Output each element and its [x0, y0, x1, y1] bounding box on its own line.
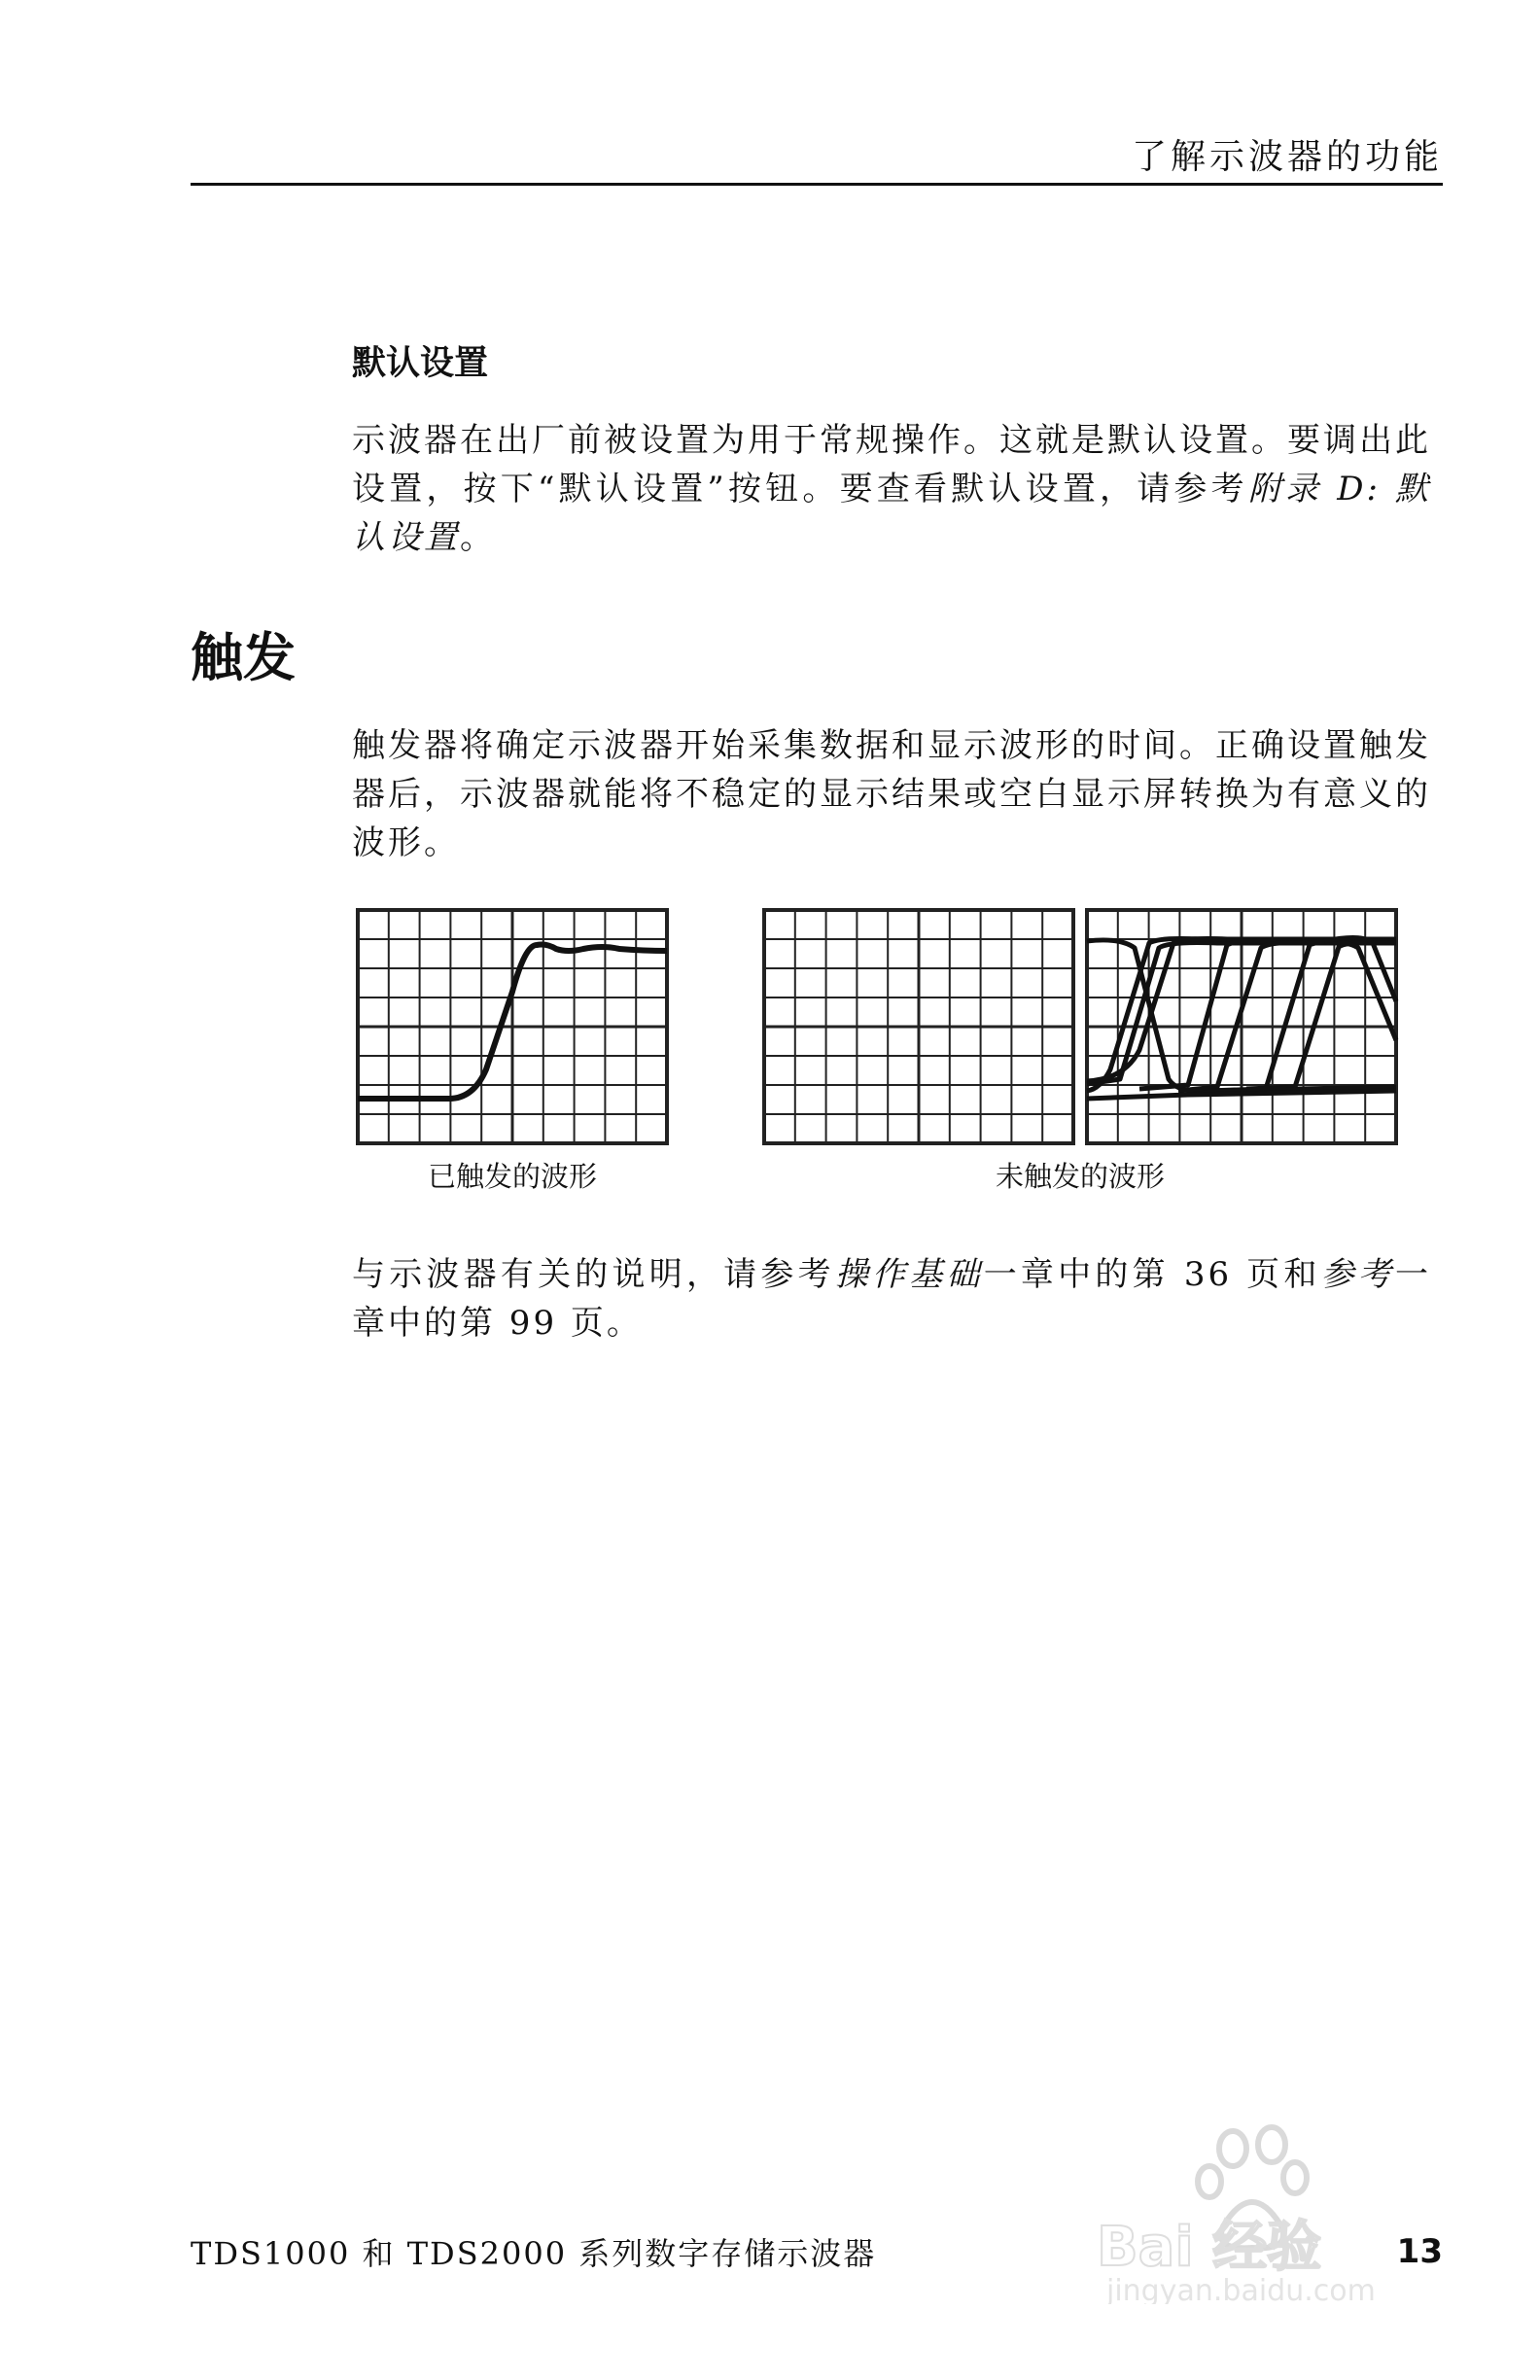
page-header-title: 了解示波器的功能 [1131, 137, 1443, 177]
watermark-brand-text: Bai 经验 [1097, 2216, 1322, 2279]
reference-paragraph [352, 1250, 1431, 1348]
footer-product-name: TDS1000 和 TDS2000 系列数字存储示波器 [191, 2235, 877, 2272]
triggered-scope-display [352, 904, 673, 1149]
operating-basics-reference[interactable]: 操作基础 [834, 1255, 984, 1294]
section-heading-trigger: 触发 [191, 627, 296, 688]
reference-text-3: 一章中的第 99 页。 [352, 1255, 1431, 1343]
reference-text-2: 一章中的第 36 页和 [983, 1255, 1321, 1294]
reference-chapter-link[interactable]: 参考 [1320, 1255, 1395, 1294]
untriggered-blank-figure [758, 904, 1079, 1149]
watermark-url-text: jingyan.baidu.com [1106, 2274, 1376, 2304]
baidu-paw-logo [1087, 2119, 1437, 2304]
default-setup-paragraph [352, 416, 1431, 562]
untriggered-scope-display [1081, 904, 1402, 1149]
untriggered-blank-scope [758, 904, 1079, 1149]
default-setup-text: 示波器在出厂前被设置为用于常规操作。这就是默认设置。要调出此设置，按下“默认设置”按钮。要查看默认设置，请参考 [352, 421, 1431, 508]
scope-grid [358, 910, 667, 1143]
triggered-waveform-caption: 已触发的波形 [427, 1160, 597, 1193]
page-number: 13 [1396, 2232, 1443, 2271]
untriggered-waveform-figure [1081, 904, 1402, 1149]
trigger-paragraph: 触发器将确定示波器开始采集数据和显示波形的时间。正确设置触发器后，示波器就能将不稳定的显示结果或空白显示屏转换为有意义的波形。 [352, 726, 1431, 862]
section-heading-default-setup: 默认设置 [352, 344, 489, 383]
header-rule [191, 183, 1443, 186]
default-setup-text-end: 。 [460, 518, 496, 557]
untriggered-waveform-caption: 未触发的波形 [995, 1160, 1165, 1193]
triggered-waveform-figure [352, 904, 673, 1149]
appendix-d-reference[interactable]: 附录 D: 默认设置 [352, 470, 1431, 557]
baidu-jingyan-watermark [1087, 2119, 1437, 2304]
reference-text-1: 与示波器有关的说明，请参考 [352, 1255, 835, 1294]
